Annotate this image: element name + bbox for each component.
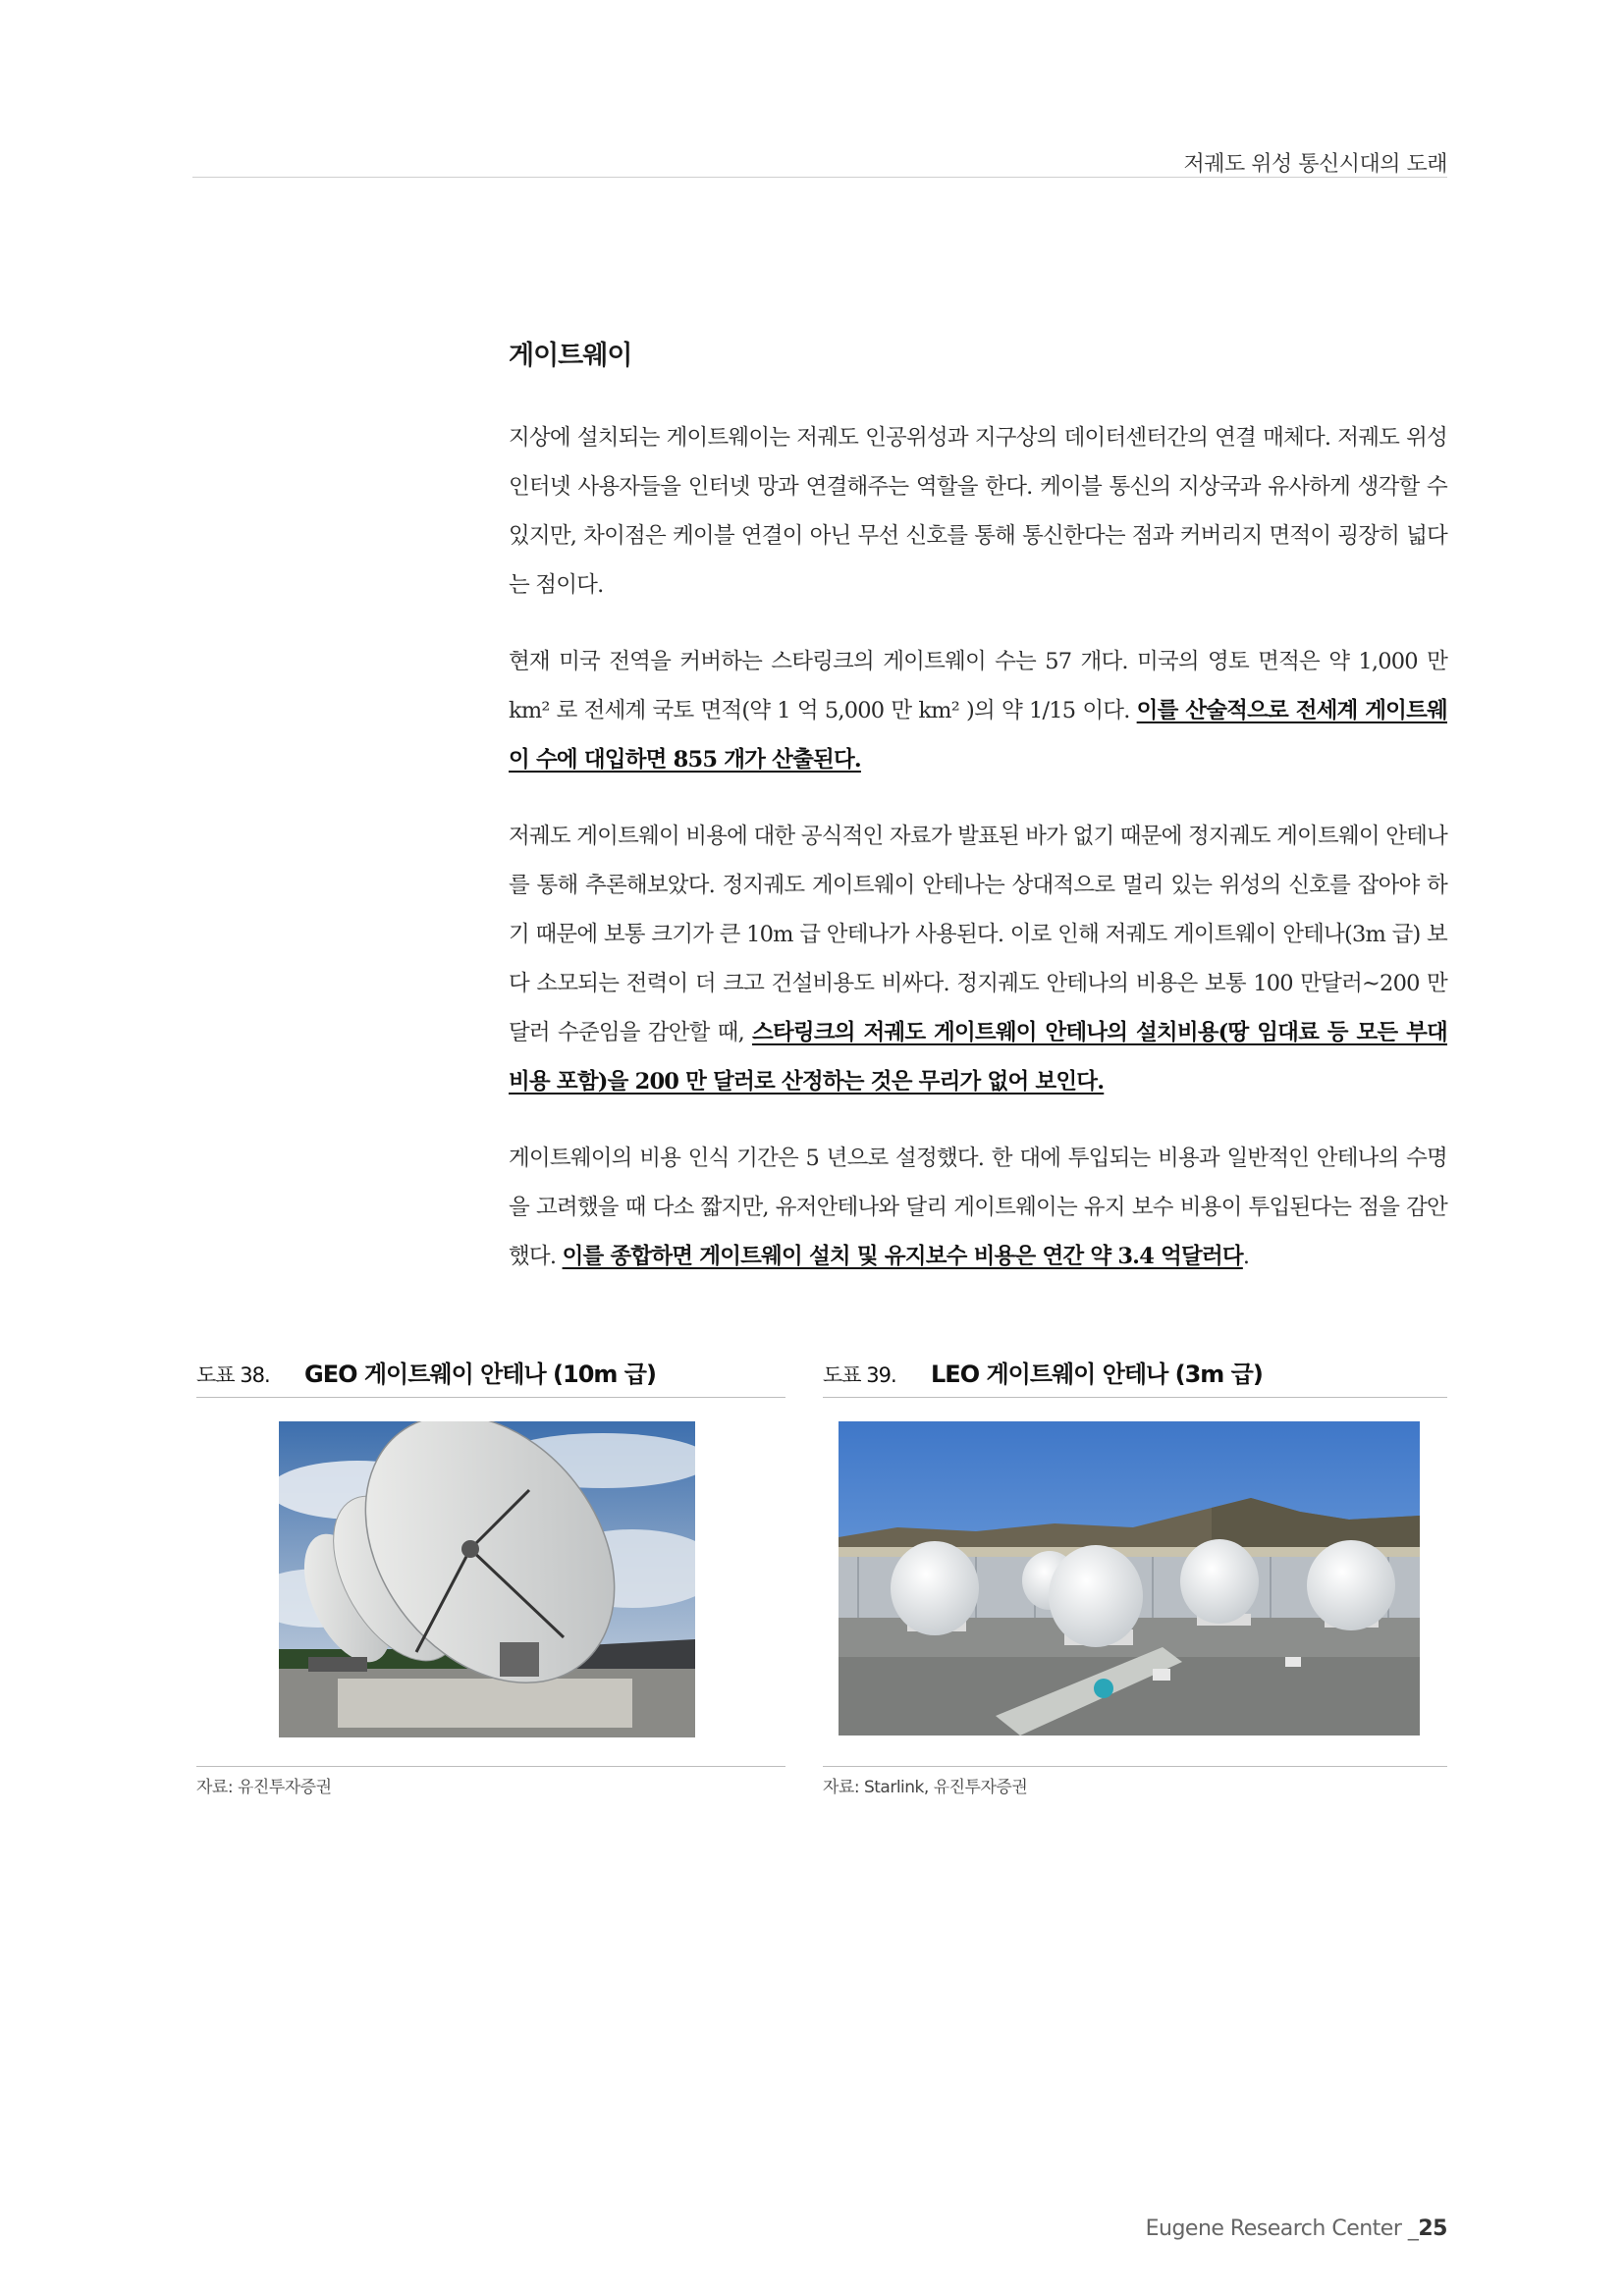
figure-39-image-area — [823, 1398, 1447, 1766]
figure-39-source: 자료: Starlink, 유진투자증권 — [823, 1778, 1028, 1797]
page-footer — [1146, 2216, 1447, 2241]
paragraph-2-highlight: 이를 산술적으로 전세계 게이트웨이 수에 대입하면 855 개가 산출된다. — [509, 698, 1447, 773]
footer-center-name: Eugene Research Center _ — [1145, 2216, 1419, 2241]
figure-39-bottom-rule — [823, 1766, 1447, 1767]
figure-38-number: 도표 38. — [196, 1363, 270, 1387]
paragraph-3-highlight: 스타링크의 저궤도 게이트웨이 안테나의 설치비용(땅 임대료 등 모든 부대비용 포함)을 200 만 달러로 산정하는 것은 무리가 없어 보인다. — [509, 1020, 1447, 1095]
main-column — [509, 334, 1447, 1308]
paragraph-1-text: 지상에 설치되는 게이트웨이는 저궤도 인공위성과 지구상의 데이터센터간의 연결 매체다. 저궤도 위성 인터넷 사용자들을 인터넷 망과 연결해주는 역할을 한다. 케이블 통신의 지상국과 유사하게 생각할 수 있지만, 차이점은 케이블 연결이 아닌 무선 신호를 통해 통신한다는 점과 커버리지 면적이 굉장히 넓다는 점이다. — [509, 425, 1447, 598]
figure-39-number: 도표 39. — [823, 1363, 896, 1387]
figure-39-title: LEO 게이트웨이 안테나 (3m 급) — [931, 1361, 1263, 1388]
figure-38-heading — [196, 1355, 785, 1397]
figure-38-image-area — [196, 1398, 785, 1766]
figure-38-title: GEO 게이트웨이 안테나 (10m 급) — [304, 1361, 656, 1388]
figure-38-bottom-rule — [196, 1766, 785, 1767]
paragraph-3 — [509, 812, 1447, 1106]
figure-39-heading — [823, 1355, 1447, 1397]
paragraph-2 — [509, 637, 1447, 784]
figure-38-source: 자료: 유진투자증권 — [196, 1778, 332, 1797]
figure-38 — [196, 1355, 785, 1797]
figure-39 — [823, 1355, 1447, 1797]
geo-antenna-photo — [279, 1421, 695, 1737]
leo-antenna-photo — [839, 1421, 1420, 1735]
running-header: 저궤도 위성 통신시대의 도래 — [1183, 152, 1447, 177]
header-rule — [192, 177, 1447, 178]
section-title: 게이트웨이 — [509, 341, 632, 371]
paragraph-4 — [509, 1134, 1447, 1281]
paragraph-4-tail: . — [1242, 1244, 1250, 1269]
paragraph-2-text: 현재 미국 전역을 커버하는 스타링크의 게이트웨이 수는 57 개다. 미국의 영토 면적은 약 1,000 만 km² 로 전세계 국토 면적(약 1 억 5,000 만 km² )의 약 1/15 이다. — [509, 649, 1447, 723]
paragraph-4-text: 게이트웨이의 비용 인식 기간은 5 년으로 설정했다. 한 대에 투입되는 비용과 일반적인 안테나의 수명을 고려했을 때 다소 짧지만, 유저안테나와 달리 게이트웨이는 유지 보수 비용이 투입된다는 점을 감안했다. — [509, 1146, 1447, 1269]
paragraph-3-text: 저궤도 게이트웨이 비용에 대한 공식적인 자료가 발표된 바가 없기 때문에 정지궤도 게이트웨이 안테나를 통해 추론해보았다. 정지궤도 게이트웨이 안테나는 상대적으로 멀리 있는 위성의 신호를 잡아야 하기 때문에 보통 크기가 큰 10m 급 안테나가 사용된다. 이로 인해 저궤도 게이트웨이 안테나(3m 급) 보다 소모되는 전력이 더 크고 건설비용도 비싸다. 정지궤도 안테나의 비용은 보통 100 만달러~200 만달러 수준임을 감안할 때, — [509, 824, 1447, 1045]
paragraph-1 — [509, 413, 1447, 610]
page-number: 25 — [1418, 2216, 1447, 2241]
paragraph-4-highlight: 이를 종합하면 게이트웨이 설치 및 유지보수 비용은 연간 약 3.4 억달러다 — [562, 1244, 1243, 1269]
